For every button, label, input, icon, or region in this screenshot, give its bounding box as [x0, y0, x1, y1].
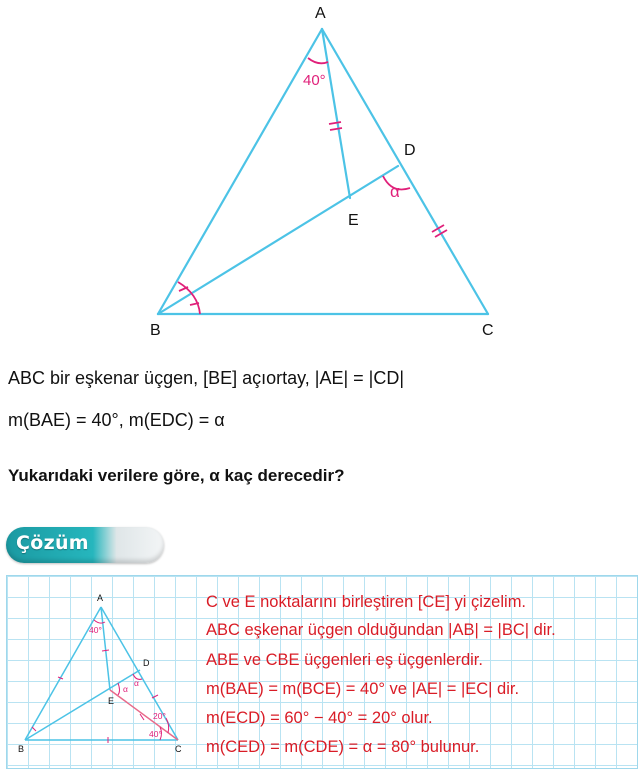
- cd-tick2: [435, 230, 447, 237]
- ae-tick1: [329, 122, 341, 124]
- side-ac: [322, 29, 488, 314]
- solution-line-4: m(BAE) = m(BCE) = 40° ve |AE| = |EC| dir.: [206, 680, 520, 698]
- small-angle-c40: 40°: [149, 729, 162, 739]
- solution-line-2: ABC eşkenar üçgen olduğundan |AB| = |BC| dir.: [206, 621, 556, 639]
- problem-question: Yukarıdaki verilere göre, α kaç derecedir?: [8, 466, 345, 485]
- small-point-d: D: [143, 658, 150, 668]
- angle-a-value: 40°: [303, 72, 326, 89]
- solution-badge: [6, 527, 164, 563]
- problem-line-1: ABC bir eşkenar üçgen, [BE] açıortay, |AE| = |CD|: [8, 368, 405, 388]
- vertex-label-a: A: [315, 5, 326, 22]
- vertex-label-b: B: [150, 322, 161, 339]
- small-angle-e-alpha: α: [123, 684, 128, 694]
- angle-d-value: α: [390, 182, 400, 201]
- small-angle-d-alpha: α: [134, 678, 139, 688]
- small-point-e: E: [108, 696, 115, 706]
- problem-line-2: m(BAE) = 40°, m(EDC) = α: [8, 410, 225, 430]
- solution-line-3: ABE ve CBE üçgenleri eş üçgenlerdir.: [206, 651, 483, 669]
- side-ab: [158, 29, 322, 314]
- main-triangle-figure: [0, 0, 639, 345]
- segment-be: [158, 166, 398, 314]
- solution-line-1: C ve E noktalarını birleştiren [CE] yi çizelim.: [206, 593, 527, 611]
- angle-a-arc: [308, 58, 328, 63]
- small-angle-a40: 40°: [89, 625, 102, 635]
- small-vertex-b: B: [18, 744, 25, 754]
- small-angle-c20: 20°: [153, 711, 166, 721]
- angle-b-arc: [178, 282, 200, 314]
- ae-tick2: [330, 128, 342, 130]
- vertex-label-c: C: [482, 322, 494, 339]
- small-vertex-a: A: [97, 593, 104, 603]
- small-vertex-c: C: [175, 744, 182, 754]
- solution-triangle-figure: [0, 575, 200, 767]
- solution-line-6: m(CED) = m(CDE) = α = 80° bulunur.: [206, 738, 480, 756]
- point-label-e: E: [348, 212, 359, 229]
- solution-badge-label: Çözüm: [16, 532, 89, 554]
- solution-line-5: m(ECD) = 60° − 40° = 20° olur.: [206, 709, 433, 727]
- point-label-d: D: [404, 142, 416, 159]
